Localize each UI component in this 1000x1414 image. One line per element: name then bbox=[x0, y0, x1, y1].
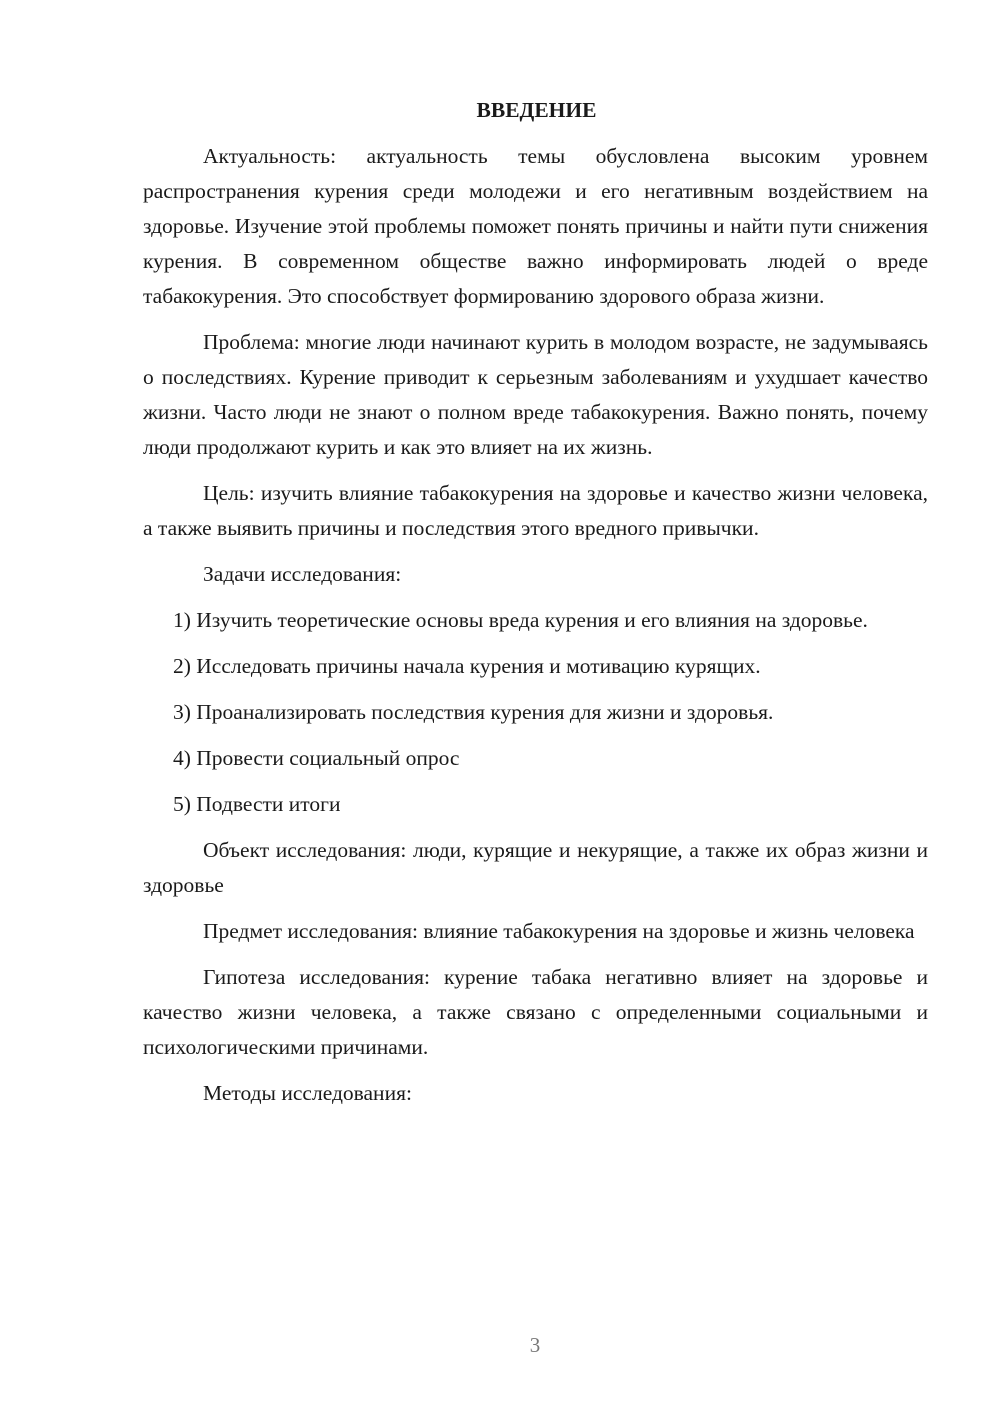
paragraph-hypothesis: Гипотеза исследования: курение табака негативно влияет на здоровье и качество жизни человека, а также связано с определенными социальными и психологическими причинами. bbox=[143, 965, 928, 1059]
paragraph-subject: Предмет исследования: влияние табакокурения на здоровье и жизнь человека bbox=[203, 919, 915, 943]
paragraph-problem: Проблема: многие люди начинают курить в молодом возрасте, не задумываясь о последствиях. Курение приводит к серьезным заболеваниям и ухудшает качество жизни. Часто люди не знают о полном вреде табакокурения. Важно понять, почему люди продолжают курить и как это влияет на их жизнь. bbox=[143, 330, 928, 459]
task-item: 2) Исследовать причины начала курения и мотивацию курящих. bbox=[173, 654, 761, 678]
paragraph-relevance: Актуальность: актуальность темы обусловлена высоким уровнем распространения курения среди молодежи и его негативным воздействием на здоровье. Изучение этой проблемы поможет понять причины и найти пути снижения курения. В современном обществе важно информировать людей о вреде табакокурения. Это способствует формированию здорового образа жизни. bbox=[143, 144, 928, 308]
task-item: 4) Провести социальный опрос bbox=[173, 746, 460, 770]
task-item: 5) Подвести итоги bbox=[173, 792, 341, 816]
paragraph-methods: Методы исследования: bbox=[203, 1081, 412, 1105]
paragraph-object: Объект исследования: люди, курящие и некурящие, а также их образ жизни и здоровье bbox=[143, 838, 928, 897]
document-body bbox=[143, 93, 928, 1122]
page-number: 3 bbox=[529, 1333, 541, 1357]
page-title: ВВЕДЕНИЕ bbox=[476, 98, 597, 122]
task-item: 1) Изучить теоретические основы вреда курения и его влияния на здоровье. bbox=[173, 608, 868, 632]
paragraph-goal: Цель: изучить влияние табакокурения на здоровье и качество жизни человека, а также выявить причины и последствия этого вредного привычки. bbox=[143, 481, 928, 540]
task-item: 3) Проанализировать последствия курения для жизни и здоровья. bbox=[173, 700, 774, 724]
paragraph-tasks-heading: Задачи исследования: bbox=[203, 562, 402, 586]
